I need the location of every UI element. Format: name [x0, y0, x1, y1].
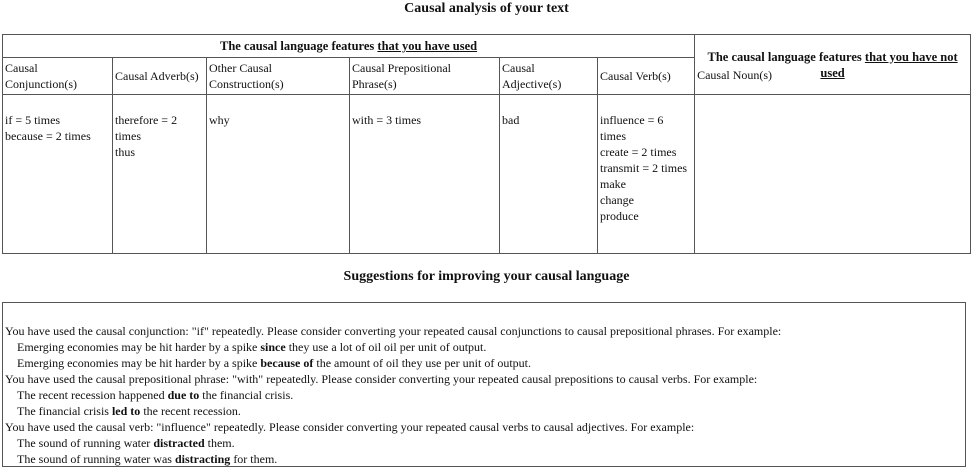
unused-features-heading: The causal language features that you have not used — [695, 35, 971, 95]
column-header-adverb: Causal Adverb(s) — [113, 58, 207, 95]
column-header-adjective: Causal Adjective(s) — [500, 58, 598, 95]
adjective-item: bad — [502, 113, 520, 128]
adverb-item: thus — [115, 145, 136, 160]
conjunction-item: because = 2 times — [5, 129, 91, 144]
adverb-item: therefore = 2 times — [115, 113, 178, 144]
suggestion-example: The sound of running water distracted them. — [17, 436, 235, 450]
column-header-conjunction: Causal Conjunction(s) — [3, 58, 113, 95]
page-title: Causal analysis of your text — [404, 1, 569, 16]
verb-item: transmit = 2 times — [600, 161, 688, 176]
conjunction-cell — [3, 95, 113, 254]
unused-noun-cell — [695, 68, 971, 254]
suggestion-example: The recent recession happened due to the financial crisis. — [17, 388, 294, 402]
other-construction-item: why — [209, 113, 230, 128]
table-group-header-row — [3, 35, 971, 58]
suggestion-example: Emerging economies may be hit harder by a spike because of the amount of oil they use per unit of output. — [17, 356, 532, 370]
suggestion-text: You have used the causal verb: "influence" repeatedly. Please consider converting your repeated causal verbs to causal adjectives. For example: — [5, 420, 695, 434]
adverb-cell — [113, 95, 207, 254]
verb-item: produce — [600, 209, 639, 224]
used-features-heading: The causal language features that you have used — [3, 35, 695, 58]
verb-item: create = 2 times — [600, 145, 677, 160]
suggestions-box — [2, 302, 966, 467]
suggestion-example: The financial crisis led to the recent recession. — [17, 404, 241, 418]
conjunction-item: if = 5 times — [5, 113, 61, 128]
adjective-cell — [500, 95, 598, 254]
verb-item: influence = 6 times — [600, 113, 664, 144]
unused-noun-header: Causal Noun(s) — [697, 68, 773, 83]
suggestion-text: You have used the causal conjunction: "if" repeatedly. Please consider converting your repeated causal conjunctions to causal prepositional phrases. For example: — [5, 324, 782, 338]
suggestion-example: Emerging economies may be hit harder by a spike since they use a lot of oil oil per unit of output. — [17, 340, 487, 354]
column-header-prepositional-phrase: Causal Prepositional Phrase(s) — [350, 58, 500, 95]
causal-features-table — [2, 34, 971, 254]
suggestion-example: The sound of running water was distracting for them. — [17, 452, 278, 466]
column-header-verb: Causal Verb(s) — [598, 58, 695, 95]
prepositional-phrase-item: with = 3 times — [352, 113, 422, 128]
verb-item: change — [600, 193, 634, 208]
other-construction-cell — [207, 95, 350, 254]
suggestions-title: Suggestions for improving your causal language — [343, 269, 630, 284]
verb-cell — [598, 95, 695, 254]
prepositional-phrase-cell — [350, 95, 500, 254]
column-header-other-construction: Other Causal Construction(s) — [207, 58, 350, 95]
table-values-row — [3, 95, 971, 254]
suggestion-text: You have used the causal prepositional phrase: "with" repeatedly. Please consider converting your repeated causal prepositions to causal verbs. For example: — [5, 372, 758, 386]
verb-item: make — [600, 177, 626, 192]
